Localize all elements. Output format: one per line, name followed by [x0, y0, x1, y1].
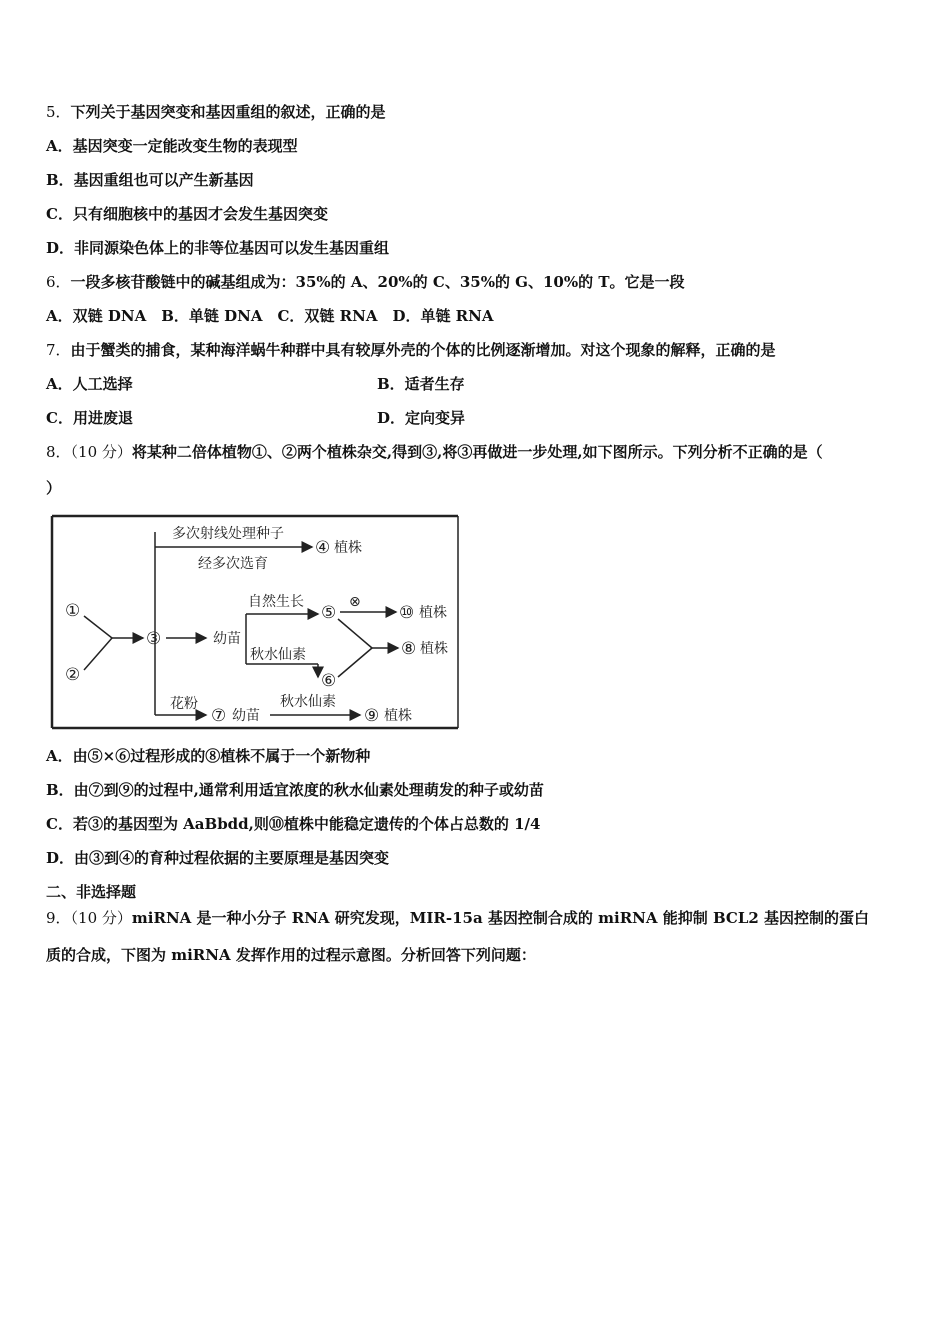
plant-9: 植株 — [384, 708, 412, 724]
q6-number: 6． — [46, 273, 71, 291]
q9-line1-text: miRNA 是一种小分子 RNA 研究发现，MIR-15a 基因控制合成的 miRNA 能抑制 BCL2 基因控制的蛋白 — [131, 909, 870, 927]
q8-option-a: A．由⑤×⑥过程形成的⑧植株不属于一个新物种 — [46, 747, 371, 765]
plant-4: 植株 — [334, 540, 362, 556]
q6-options: A．双链 DNA B．单链 DNA C．双链 RNA D．单链 RNA — [46, 307, 494, 325]
q5-option-c: C．只有细胞核中的基因才会发生基因突变 — [46, 205, 328, 223]
q9-score: （10 分） — [70, 909, 132, 927]
section-heading: 二、非选择题 — [46, 883, 137, 901]
q8-stem-end: ） — [46, 479, 62, 497]
q5-stem — [46, 102, 386, 122]
node-4: ④ — [315, 538, 331, 558]
q8-score: （10 分） — [70, 443, 132, 461]
node-6: ⑥ — [321, 671, 337, 691]
seedling-mid: 幼苗 — [213, 631, 241, 647]
q7-number: 7． — [46, 341, 71, 359]
cross-line-1 — [84, 616, 112, 638]
selfing-symbol: ⊗ — [349, 594, 361, 610]
breeding-diagram-svg — [50, 514, 460, 730]
q8-option-c: C．若③的基因型为 AaBbdd,则⑩植株中能稳定遗传的个体占总数的 1/4 — [46, 815, 541, 833]
seedling-bottom: 幼苗 — [232, 708, 260, 724]
cross-line-2 — [84, 638, 112, 670]
node-1: ① — [65, 601, 81, 621]
q5-stem-text: 下列关于基因突变和基因重组的叙述，正确的是 — [70, 103, 386, 121]
label-natural: 自然生长 — [248, 594, 304, 610]
q7-option-d: D．定向变异 — [377, 409, 466, 427]
q7-option-c: C．用进废退 — [46, 409, 133, 427]
plant-8: 植株 — [420, 641, 448, 657]
cross-6 — [338, 648, 372, 677]
label-colchicine-mid: 秋水仙素 — [250, 647, 306, 663]
plant-10: 植株 — [419, 605, 447, 621]
breeding-diagram — [50, 514, 460, 730]
q7-stem — [46, 340, 776, 360]
q5-option-b: B．基因重组也可以产生新基因 — [46, 171, 254, 189]
q8-option-b: B．由⑦到⑨的过程中,通常利用适宜浓度的秋水仙素处理萌发的种子或幼苗 — [46, 781, 544, 799]
cross-5 — [338, 619, 372, 648]
label-colchicine-bottom: 秋水仙素 — [280, 694, 336, 710]
q5-number: 5． — [46, 103, 71, 121]
q8-option-d: D．由③到④的育种过程依据的主要原理是基因突变 — [46, 849, 390, 867]
node-7: ⑦ — [211, 706, 227, 726]
node-8: ⑧ — [401, 639, 417, 659]
q7-option-a: A．人工选择 — [46, 375, 133, 393]
q5-option-d: D．非同源染色体上的非等位基因可以发生基因重组 — [46, 239, 390, 257]
label-pollen: 花粉 — [170, 696, 198, 712]
q7-option-b: B．适者生存 — [377, 375, 465, 393]
node-10: ⑩ — [399, 603, 415, 623]
q8-number: 8． — [46, 443, 71, 461]
node-2: ② — [65, 665, 81, 685]
q6-stem — [46, 272, 685, 292]
q8-stem-text: 将某种二倍体植物①、②两个植株杂交,得到③,将③再做进一步处理,如下图所示。下列分析不正确的是（ — [131, 443, 823, 461]
q9-number: 9． — [46, 909, 71, 927]
q6-stem-text: 一段多核苷酸链中的碱基组成为：35%的 A、20%的 C、35%的 G、10%的 T。它是一段 — [70, 273, 685, 291]
q7-stem-text: 由于蟹类的捕食，某种海洋蜗牛种群中具有较厚外壳的个体的比例逐渐增加。对这个现象的解释，正确的是 — [70, 341, 776, 359]
label-select: 经多次选育 — [198, 556, 268, 572]
node-9: ⑨ — [364, 706, 380, 726]
q9-line1 — [46, 908, 869, 928]
node-5: ⑤ — [321, 603, 337, 623]
q9-line2: 质的合成，下图为 miRNA 发挥作用的过程示意图。分析回答下列问题： — [46, 946, 536, 964]
node-3: ③ — [146, 629, 162, 649]
label-ray: 多次射线处理种子 — [172, 526, 284, 542]
q5-option-a: A．基因突变一定能改变生物的表现型 — [46, 137, 298, 155]
q8-stem — [46, 442, 823, 462]
